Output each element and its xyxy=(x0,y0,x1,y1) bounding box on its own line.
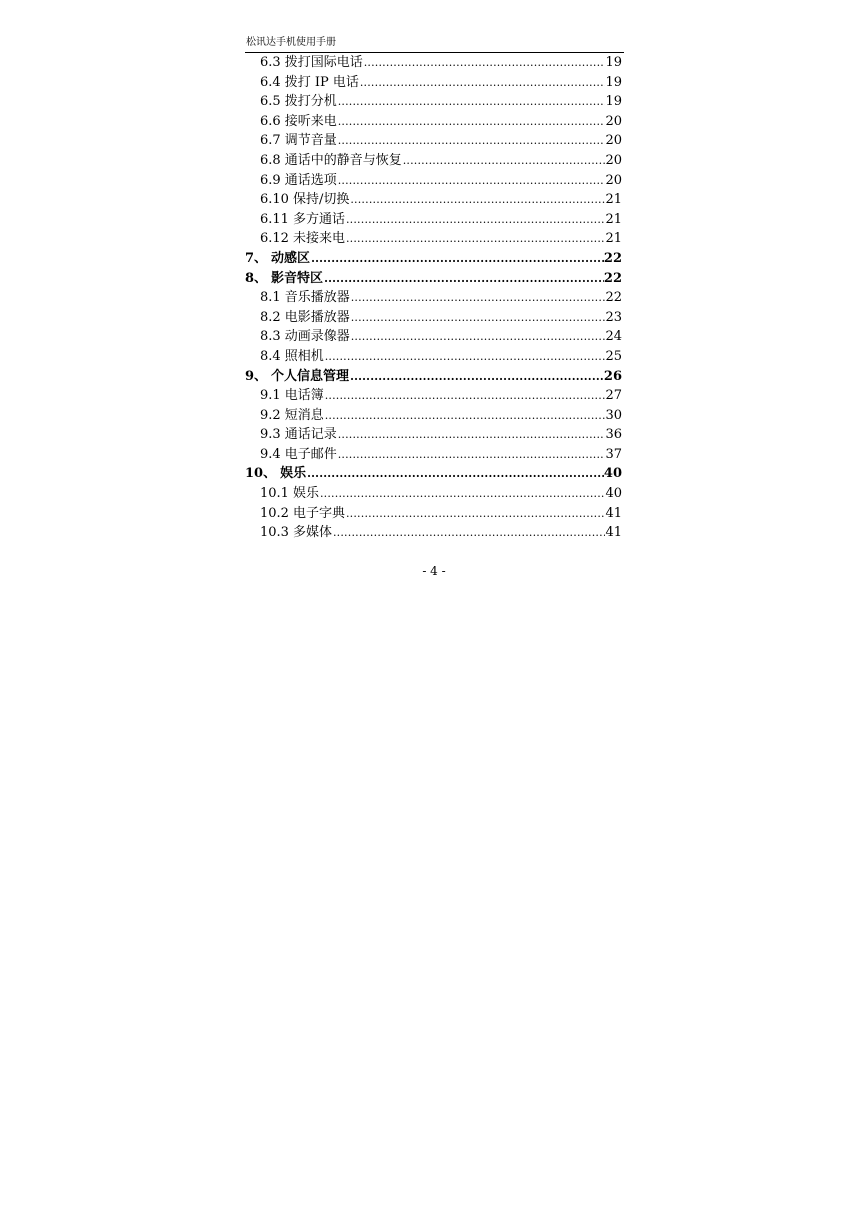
manual-title: 松讯达手机使用手册 xyxy=(246,37,336,48)
toc-section-entry xyxy=(245,92,622,112)
toc-entry-title: 拨打国际电话 xyxy=(284,55,363,70)
toc-section-entry xyxy=(245,308,622,328)
toc-entry-number: 10.3 xyxy=(260,525,289,541)
toc-entry-page: 21 xyxy=(605,231,622,247)
toc-dot-leader xyxy=(337,171,606,191)
toc-entry-number: 6.9 xyxy=(260,172,281,188)
toc-section-entry xyxy=(245,484,622,504)
page-number: - 4 - xyxy=(422,564,446,578)
toc-entry-number: 6.10 xyxy=(260,192,289,208)
toc-entry-page: 20 xyxy=(605,113,622,129)
toc-dot-leader xyxy=(323,269,604,289)
toc-entry-number: 6.4 xyxy=(260,74,281,90)
toc-entry-title: 接听来电 xyxy=(284,113,337,129)
toc-section-entry xyxy=(245,445,622,465)
toc-entry-page: 22 xyxy=(605,290,622,306)
toc-entry-number: 6.3 xyxy=(260,55,281,70)
toc-section-entry xyxy=(245,112,622,132)
toc-entry-page: 37 xyxy=(605,446,622,462)
toc-entry-number: 9.3 xyxy=(260,427,281,443)
toc-entry-title: 动感区 xyxy=(271,250,311,266)
toc-entry-number: 6.12 xyxy=(260,231,289,247)
toc-entry-number: 8.4 xyxy=(260,348,281,364)
toc-entry-title: 通话选项 xyxy=(284,172,337,188)
toc-section-entry xyxy=(245,190,622,210)
toc-entry-page: 20 xyxy=(605,172,622,188)
toc-section-entry xyxy=(245,151,622,171)
toc-dot-leader xyxy=(319,484,605,504)
toc-entry-page: 22 xyxy=(603,270,622,286)
toc-entry-page: 40 xyxy=(605,486,622,502)
toc-entry-title: 通话记录 xyxy=(284,427,337,443)
toc-entry-page: 36 xyxy=(605,427,622,443)
toc-section-entry xyxy=(245,523,622,543)
toc-entry-title: 拨打分机 xyxy=(284,94,337,110)
toc-entry-page: 19 xyxy=(605,94,622,110)
toc-dot-leader xyxy=(345,210,605,230)
toc-dot-leader xyxy=(332,523,605,543)
toc-entry-number: 8、 xyxy=(245,270,268,286)
toc-entry-page: 20 xyxy=(605,133,622,149)
toc-dot-leader xyxy=(337,425,606,445)
toc-entry-title: 短消息 xyxy=(284,407,324,423)
toc-entry-number: 8.1 xyxy=(260,290,281,306)
toc-chapter-entry xyxy=(245,367,622,387)
toc-entry-page: 19 xyxy=(605,55,622,70)
toc-section-entry xyxy=(245,53,622,73)
toc-entry-number: 6.7 xyxy=(260,133,281,149)
toc-entry-page: 23 xyxy=(605,309,622,325)
toc-entry-number: 6.5 xyxy=(260,94,281,110)
toc-entry-number: 9.4 xyxy=(260,446,281,462)
toc-entry-title: 保持/切换 xyxy=(292,192,350,208)
toc-entry-page: 20 xyxy=(605,152,622,168)
toc-entry-number: 10、 xyxy=(245,466,277,482)
toc-entry-number: 8.3 xyxy=(260,329,281,345)
toc-dot-leader xyxy=(324,386,606,406)
toc-dot-leader xyxy=(350,288,606,308)
toc-entry-number: 7、 xyxy=(245,250,268,266)
toc-entry-title: 娱乐 xyxy=(292,486,319,502)
toc-dot-leader xyxy=(337,445,606,465)
toc-entry-number: 9.2 xyxy=(260,407,281,423)
toc-section-entry xyxy=(245,347,622,367)
toc-dot-leader xyxy=(350,308,606,328)
toc-section-entry xyxy=(245,229,622,249)
toc-dot-leader xyxy=(363,53,606,73)
toc-entry-title: 音乐播放器 xyxy=(284,290,350,306)
toc-chapter-entry xyxy=(245,249,622,269)
page-header xyxy=(245,36,624,53)
toc-entry-title: 多媒体 xyxy=(292,525,332,541)
toc-entry-number: 9、 xyxy=(245,368,268,384)
toc-entry-title: 电话簿 xyxy=(284,388,324,404)
toc-entry-title: 电影播放器 xyxy=(284,309,350,325)
table-of-contents xyxy=(245,53,622,543)
toc-dot-leader xyxy=(337,131,606,151)
toc-dot-leader xyxy=(345,229,605,249)
toc-entry-title: 未接来电 xyxy=(292,231,345,247)
toc-dot-leader xyxy=(402,151,606,171)
toc-section-entry xyxy=(245,171,622,191)
toc-entry-title: 照相机 xyxy=(284,348,324,364)
toc-dot-leader xyxy=(349,367,604,387)
toc-entry-page: 30 xyxy=(605,407,622,423)
toc-dot-leader xyxy=(310,249,604,269)
toc-entry-title: 个人信息管理 xyxy=(271,368,350,384)
toc-entry-title: 通话中的静音与恢复 xyxy=(284,152,402,168)
toc-entry-page: 21 xyxy=(605,192,622,208)
toc-dot-leader xyxy=(345,504,605,524)
toc-entry-page: 21 xyxy=(605,211,622,227)
toc-entry-title: 多方通话 xyxy=(292,211,345,227)
toc-entry-page: 27 xyxy=(605,388,622,404)
toc-entry-page: 24 xyxy=(605,329,622,345)
toc-entry-page: 26 xyxy=(603,368,622,384)
toc-entry-page: 25 xyxy=(605,348,622,364)
toc-section-entry xyxy=(245,327,622,347)
toc-entry-page: 19 xyxy=(605,74,622,90)
toc-entry-page: 22 xyxy=(603,250,622,266)
toc-section-entry xyxy=(245,131,622,151)
toc-entry-page: 41 xyxy=(605,505,622,521)
toc-section-entry xyxy=(245,288,622,308)
toc-dot-leader xyxy=(324,406,606,426)
toc-entry-page: 41 xyxy=(605,525,622,541)
toc-entry-title: 电子字典 xyxy=(292,505,345,521)
toc-chapter-entry xyxy=(245,464,622,484)
toc-entry-title: 电子邮件 xyxy=(284,446,337,462)
toc-dot-leader xyxy=(350,327,606,347)
toc-entry-number: 6.6 xyxy=(260,113,281,129)
toc-dot-leader xyxy=(359,73,606,93)
toc-entry-page: 40 xyxy=(603,466,622,482)
toc-entry-number: 10.2 xyxy=(260,505,289,521)
toc-dot-leader xyxy=(324,347,606,367)
toc-dot-leader xyxy=(337,112,606,132)
toc-section-entry xyxy=(245,425,622,445)
toc-entry-title: 影音特区 xyxy=(271,270,324,286)
toc-section-entry xyxy=(245,504,622,524)
toc-section-entry xyxy=(245,210,622,230)
toc-section-entry xyxy=(245,386,622,406)
toc-entry-title: 拨打 IP 电话 xyxy=(284,74,359,90)
toc-dot-leader xyxy=(337,92,606,112)
toc-entry-number: 6.11 xyxy=(260,211,289,227)
toc-entry-number: 10.1 xyxy=(260,486,289,502)
toc-entry-number: 9.1 xyxy=(260,388,281,404)
toc-entry-number: 8.2 xyxy=(260,309,281,325)
toc-chapter-entry xyxy=(245,269,622,289)
toc-dot-leader xyxy=(306,464,604,484)
toc-entry-number: 6.8 xyxy=(260,152,281,168)
toc-entry-title: 调节音量 xyxy=(284,133,337,149)
toc-section-entry xyxy=(245,406,622,426)
toc-entry-title: 娱乐 xyxy=(280,466,307,482)
toc-dot-leader xyxy=(349,190,605,210)
toc-entry-title: 动画录像器 xyxy=(284,329,350,345)
toc-section-entry xyxy=(245,73,622,93)
